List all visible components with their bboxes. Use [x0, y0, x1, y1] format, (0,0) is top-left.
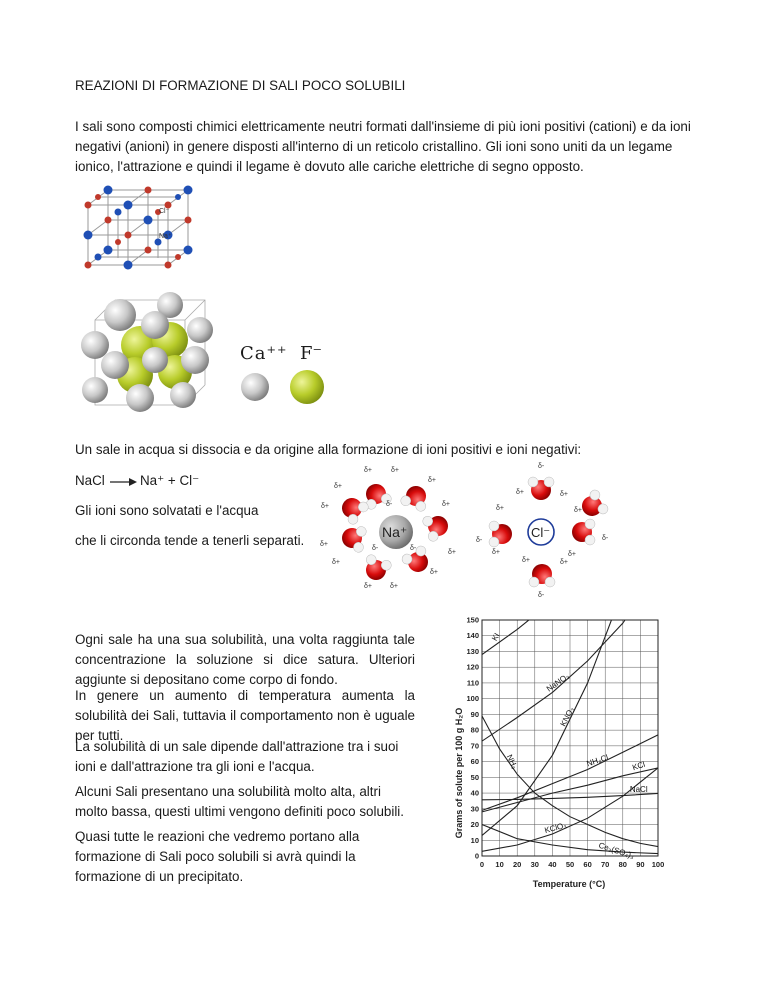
chart-y-tick-label: 40 — [470, 788, 479, 798]
chart-y-tick-label: 30 — [470, 804, 479, 814]
chart-y-tick-label: 80 — [470, 725, 479, 735]
svg-text:δ+: δ+ — [428, 477, 436, 484]
equation-reactant: NaCl — [75, 473, 105, 488]
chart-x-tick-label: 80 — [618, 860, 627, 869]
f-ion-label: F⁻ — [300, 343, 322, 364]
svg-text:δ-: δ- — [410, 545, 417, 552]
svg-text:δ-: δ- — [602, 535, 609, 542]
svg-text:δ-: δ- — [538, 463, 545, 470]
svg-text:δ+: δ+ — [321, 503, 329, 510]
series-label-kno: KNO₃ — [558, 705, 577, 728]
precipitate-paragraph: Quasi tutte le reazioni che vedremo portano alla formazione di Sali poco solubili si avrà quindi la formazione di un precipitato. — [75, 829, 360, 884]
svg-text:δ+: δ+ — [391, 467, 399, 474]
solubility-chart — [440, 615, 680, 895]
chart-x-tick-label: 70 — [601, 860, 610, 869]
series-label-nh: NH₃ — [504, 753, 520, 771]
chart-x-tick-label: 0 — [479, 860, 485, 869]
chart-x-tick-label: 20 — [513, 860, 522, 869]
reaction-arrow-icon — [110, 477, 138, 487]
low-solubility-paragraph: Alcuni Sali presentano una solubilità molto alta, altri molto bassa, questi ultimi vengono definiti poco solubili. — [75, 784, 404, 819]
solvation-line-1: Gli ioni sono solvatati e l'acqua — [75, 503, 259, 518]
lattice-cl-label: Cl⁻ — [159, 208, 170, 215]
chart-x-tick-label: 10 — [495, 860, 504, 869]
svg-text:δ+: δ+ — [560, 491, 568, 498]
svg-text:δ+: δ+ — [516, 489, 524, 496]
chart-y-tick-label: 120 — [466, 662, 479, 672]
series-label-nacl: NaCl — [629, 785, 648, 795]
series-label-nano: NaNO₃ — [544, 671, 571, 694]
series-label-kclo: KClO₃ — [543, 820, 568, 836]
chart-y-axis-label: Grams of solute per 100 g H₂O — [454, 707, 464, 839]
svg-text:δ+: δ+ — [364, 583, 372, 590]
svg-text:δ+: δ+ — [442, 501, 450, 508]
svg-text:δ-: δ- — [372, 545, 379, 552]
series-label-nhcl: NH₄Cl — [585, 752, 610, 769]
svg-text:δ+: δ+ — [522, 557, 530, 564]
svg-text:δ+: δ+ — [332, 559, 340, 566]
temperature-paragraph: In genere un aumento di temperatura aumenta la solubilità dei Sali, tuttavia il comportamento non è uguale per tutti. — [75, 688, 415, 743]
chart-grid — [482, 620, 658, 856]
svg-text:δ+: δ+ — [390, 583, 398, 590]
solubility-paragraph: Ogni sale ha una sua solubilità, una volta raggiunta tale concentrazione la soluzione si dice satura. Ulteriori aggiunte si depositano come corpo di fondo. — [75, 632, 415, 687]
chart-x-tick-label: 50 — [565, 860, 575, 869]
solvation-line-2: che li circonda tende a tenerli separati. — [75, 533, 305, 548]
chart-y-tick-label: 20 — [470, 820, 479, 830]
svg-text:δ-: δ- — [538, 592, 545, 599]
chart-x-tick-label: 60 — [583, 860, 592, 869]
chart-y-tick-label: 0 — [474, 851, 479, 861]
series-label-ki: KI — [490, 631, 502, 643]
svg-text:δ-: δ- — [386, 501, 393, 508]
series-label-ceso: Ce₂(SO₄)₃ — [597, 840, 636, 861]
chart-x-axis-label: Temperature (°C) — [532, 879, 606, 889]
chart-y-tick-label: 110 — [466, 678, 479, 688]
chart-y-tick-label: 130 — [466, 646, 479, 656]
nacl-lattice-image — [73, 180, 203, 270]
attraction-paragraph: La solubilità di un sale dipende dall'attrazione tra i suoi ioni e dall'attrazione tra gli ioni e l'acqua. — [75, 739, 399, 774]
chart-y-tick-label: 140 — [466, 631, 479, 641]
svg-text:δ+: δ+ — [430, 569, 438, 576]
svg-text:δ+: δ+ — [496, 505, 504, 512]
hydration-cl-label: Cl⁻ — [531, 525, 551, 540]
svg-text:δ+: δ+ — [320, 541, 328, 548]
series-label-kcl: KCl — [631, 759, 647, 773]
hydration-diagram — [316, 462, 616, 600]
chart-y-tick-label: 70 — [470, 741, 479, 751]
chart-y-tick-label: 90 — [470, 709, 479, 719]
chart-y-tick-label: 50 — [470, 772, 479, 782]
svg-text:δ+: δ+ — [574, 507, 582, 514]
equation-products: Na⁺ + Cl⁻ — [140, 473, 200, 488]
dissociation-intro: Un sale in acqua si dissocia e da origine alla formazione di ioni positivi e ioni negativi: — [75, 442, 582, 457]
svg-text:δ-: δ- — [476, 537, 483, 544]
svg-text:δ+: δ+ — [568, 551, 576, 558]
lattice-na-label: Na⁺ — [159, 233, 172, 240]
page-title: REAZIONI DI FORMAZIONE DI SALI POCO SOLUBILI — [75, 78, 406, 93]
chart-y-tick-label: 60 — [470, 757, 479, 767]
chart-y-tick-label: 150 — [466, 615, 479, 625]
ion-spheres-image — [235, 367, 335, 407]
ca-ion-label: Ca⁺⁺ — [240, 343, 288, 364]
svg-text:δ+: δ+ — [334, 483, 342, 490]
hydration-na-label: Na⁺ — [382, 524, 408, 540]
svg-text:δ+: δ+ — [448, 549, 456, 556]
svg-text:δ+: δ+ — [560, 559, 568, 566]
svg-text:δ+: δ+ — [364, 467, 372, 474]
fluorite-structure-image — [75, 290, 220, 415]
intro-paragraph: I sali sono composti chimici elettricamente neutri formati dall'insieme di più ioni positivi (cationi) e da ioni negativi (anioni) in genere disposti all'interno di un reticolo cristallino. Gli ioni sono uniti da un legame ionico, l'attrazione e quindi il legame è dovuto alle cariche elettriche di segno opposto. — [75, 119, 691, 174]
chart-x-tick-label: 30 — [530, 860, 539, 869]
chart-x-tick-label: 90 — [636, 860, 645, 869]
chart-x-tick-label: 40 — [548, 860, 557, 869]
svg-text:δ+: δ+ — [492, 549, 500, 556]
chart-y-tick-label: 100 — [466, 694, 479, 704]
chart-x-tick-label: 100 — [651, 860, 665, 869]
chart-y-tick-label: 10 — [470, 835, 479, 845]
